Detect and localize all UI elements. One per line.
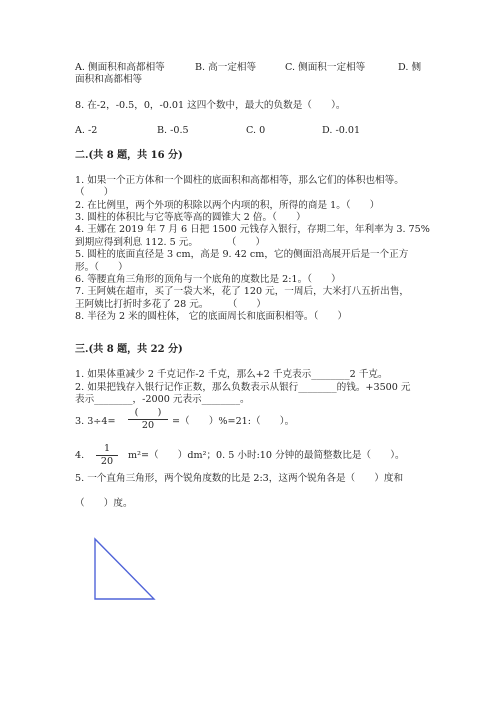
s2-line: 到期应得到利息 112. 5 元。 （ ） xyxy=(75,237,266,248)
s2-line: 8. 半径为 2 米的圆柱体， 它的底面周长和底面积相等。（ ） xyxy=(75,311,348,322)
q8-option-a: A. -2 xyxy=(75,125,98,136)
q7-option-d: D. 侧 xyxy=(398,62,422,73)
right-triangle-figure xyxy=(90,535,160,605)
s2-line: 形。（ ） xyxy=(75,262,128,273)
s2-line: 6. 等腰直角三角形的顶角与一个底角的度数比是 2:1。（ ） xyxy=(75,274,341,285)
s3-q4-prefix: 4. xyxy=(75,450,85,461)
fraction-denominator: 20 xyxy=(128,419,168,432)
s2-line: 1. 如果一个正方体和一个圆柱的底面积和高都相等，那么它们的体积也相等。 xyxy=(75,175,404,186)
s2-line: 4. 王娜在 2019 年 7 月 6 日把 1500 元钱存入银行，存期二年，年利率为 3. 75% xyxy=(75,224,430,235)
s3-q2-line2: 表示________，-2000 元表示________。 xyxy=(75,394,250,405)
s3-q4-fraction xyxy=(96,443,118,468)
s2-line: 7. 王阿姨在超市，买了一袋大米，花了 120 元，一周后，大米打八五折出售， xyxy=(75,286,410,297)
s2-line: 王阿姨比打折时多花了 28 元。 （ ） xyxy=(75,299,266,310)
s3-q3-suffix: =（ ）%=21:（ ）。 xyxy=(172,416,295,427)
fraction-denominator: 20 xyxy=(96,455,118,468)
s3-q5-line2: （ ）度。 xyxy=(75,498,133,509)
q8-text: 8. 在-2，-0.5，0，-0.01 这四个数中，最大的负数是（ ）。 xyxy=(75,100,346,111)
triangle-shape xyxy=(95,539,154,599)
s3-q3-prefix: 3. 3÷4= xyxy=(75,416,116,427)
fraction-numerator: ( ) xyxy=(134,407,162,418)
s2-line: 3. 圆柱的体积比与它等底等高的圆锥大 2 倍。（ ） xyxy=(75,212,306,223)
q8-option-c: C. 0 xyxy=(246,125,266,136)
q7-option-a: A. 侧面积和高都相等 xyxy=(75,62,165,73)
q7-option-c: C. 侧面积一定相等 xyxy=(285,62,366,73)
s3-q3-fraction xyxy=(128,407,168,432)
fraction-numerator: 1 xyxy=(103,443,111,454)
s3-q4-suffix: m²=（ ）dm²；0. 5 小时:10 分钟的最简整数比是（ ）。 xyxy=(128,450,405,461)
s3-q2-line1: 2. 如果把钱存入银行记作正数，那么负数表示从银行________的钱。+3500 元 xyxy=(75,382,411,393)
q8-option-d: D. -0.01 xyxy=(322,125,361,136)
s2-line: （ ） xyxy=(75,187,114,198)
q7-option-d-continued: 面积和高都相等 xyxy=(75,74,143,85)
s3-q1: 1. 如果体重减少 2 千克记作-2 千克，那么+2 千克表示________2 千克。 xyxy=(75,369,388,380)
s3-q5-line1: 5. 一个直角三角形，两个锐角度数的比是 2:3，这两个锐角各是（ ）度和 xyxy=(75,473,404,484)
section2-header: 二.(共 8 题，共 16 分) xyxy=(75,150,183,161)
s2-line: 2. 在比例里，两个外项的积除以两个内项的积，所得的商是 1。（ ） xyxy=(75,200,380,211)
q7-option-b: B. 高一定相等 xyxy=(195,62,257,73)
q8-option-b: B. -0.5 xyxy=(157,125,189,136)
s2-line: 5. 圆柱的底面直径是 3 cm，高是 9. 42 cm，它的侧面沿高展开后是一个正方 xyxy=(75,249,409,260)
section3-header: 三.(共 8 题，共 22 分) xyxy=(75,344,183,355)
